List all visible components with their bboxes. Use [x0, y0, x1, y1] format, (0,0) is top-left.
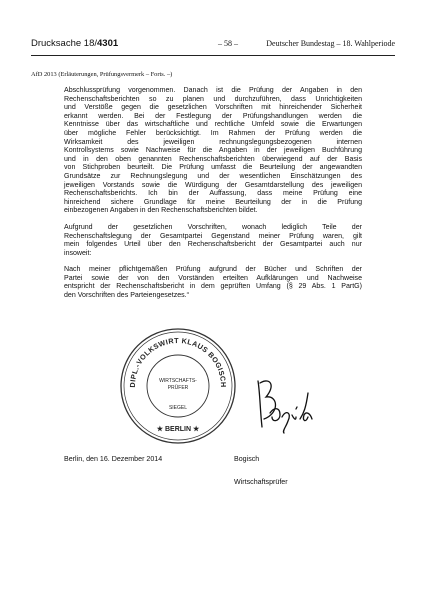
text-line: entspricht der Rechenschaftsbericht in dem geprüften Umfang (§ 29 Abs. 1 PartG) — [64, 283, 362, 291]
text-line: Kenntnisse über das wirtschaftliche und rechtliche Umfeld sowie die Erwartungen — [64, 121, 362, 129]
handwritten-signature — [252, 373, 320, 435]
paragraph-audit-procedure — [64, 87, 362, 216]
text-line: und Verstöße gegen die gesetzlichen Vorschriften mit hinreichender Sicherheit — [64, 104, 362, 112]
text-line: Kontrollsystems sowie Nachweise für die Angaben in der jeweiligen Buchführung — [64, 147, 362, 155]
text-line: mein folgendes Urteil über den Rechenschaftsbericht der Gesamtpartei auch nur — [64, 241, 362, 249]
text-line: einbezogenen Angaben in den Rechenschaftsberichten bildet. — [64, 207, 258, 215]
signatory-title: Wirtschaftsprüfer — [234, 478, 288, 486]
paragraph-scope-limitation — [64, 224, 362, 258]
audit-report-text — [64, 87, 362, 301]
text-line: Abschlussprüfung vorgenommen. Danach ist die Prüfung der Angaben in den — [64, 87, 362, 94]
signatory-name: Bogisch — [234, 455, 260, 463]
text-line: insoweit: — [64, 249, 92, 257]
document-number: Drucksache 18/4301 — [31, 38, 119, 49]
text-line: und in den oben genannten Rechenschaftsberichten überwiegend auf der Basis — [64, 155, 362, 163]
paragraph-audit-opinion — [64, 266, 362, 300]
publisher-label: Deutscher Bundestag – 18. Wahlperiode — [266, 39, 395, 48]
text-line: erkannt werden. Bei der Festlegung der Prüfungshandlungen werden die — [64, 112, 362, 120]
text-line: Rechenschaftsberichts. Ich bin der Auffassung, dass meine Prüfung eine — [64, 190, 362, 198]
text-line: über mögliche Fehler berücksichtigt. Im Rahmen der Prüfung werden die — [64, 129, 362, 137]
seal-bottom-text: ★ BERLIN ★ — [156, 426, 200, 433]
text-line: von Stichproben beurteilt. Die Prüfung umfasst die Beurteilung der angewandten — [64, 164, 362, 172]
seal-inner-line1: WIRTSCHAFTS- — [159, 378, 197, 384]
text-line: jeweiligen Vorstands sowie die Würdigung der Gesamtdarstellung des jeweiligen — [64, 181, 362, 189]
text-line: Partei sowie der von den Vorständen erteilten Aufklärungen und Nachweise — [64, 274, 362, 282]
header-rule — [31, 55, 395, 56]
place-and-date: Berlin, den 16. Dezember 2014 — [64, 455, 163, 463]
seal-inner-bottom: SIEGEL — [168, 405, 188, 411]
page-number: – 58 – — [218, 39, 238, 48]
text-line: Wirksamkeit des jeweiligen rechnungslegungsbezogenen internen — [64, 138, 362, 146]
text-line: Nach meiner pflichtgemäßen Prüfung aufgrund der Bücher und Schriften der — [64, 266, 362, 274]
text-line: hinreichend sichere Grundlage für meine Beurteilung der in die Prüfung — [64, 198, 362, 206]
section-subheading: AfD 2013 (Erläuterungen, Prüfungsvermerk – Forts. –) — [31, 71, 173, 78]
seal-inner-line2: PRÜFER — [167, 385, 189, 391]
auditor-seal — [118, 326, 238, 446]
page-header — [31, 38, 395, 52]
text-line: Grundsätze zur Rechnungslegung und der wesentlichen Einschätzungen des — [64, 172, 362, 180]
text-line: Rechenschaftslegung der Gesamtpartei Gegenstand meiner Prüfung waren, gilt — [64, 232, 362, 240]
text-line: Rechenschaftsberichten so zu planen und durchzuführen, dass Unrichtigkeiten — [64, 95, 362, 103]
text-line: den Vorschriften des Parteiengesetzes.“ — [64, 292, 189, 300]
seal-ring-text: DIPL.-VOLKSWIRT KLAUS BOGISCH — [127, 335, 229, 388]
text-line: Aufgrund der gesetzlichen Vorschriften, wonach lediglich Teile der — [64, 223, 362, 231]
